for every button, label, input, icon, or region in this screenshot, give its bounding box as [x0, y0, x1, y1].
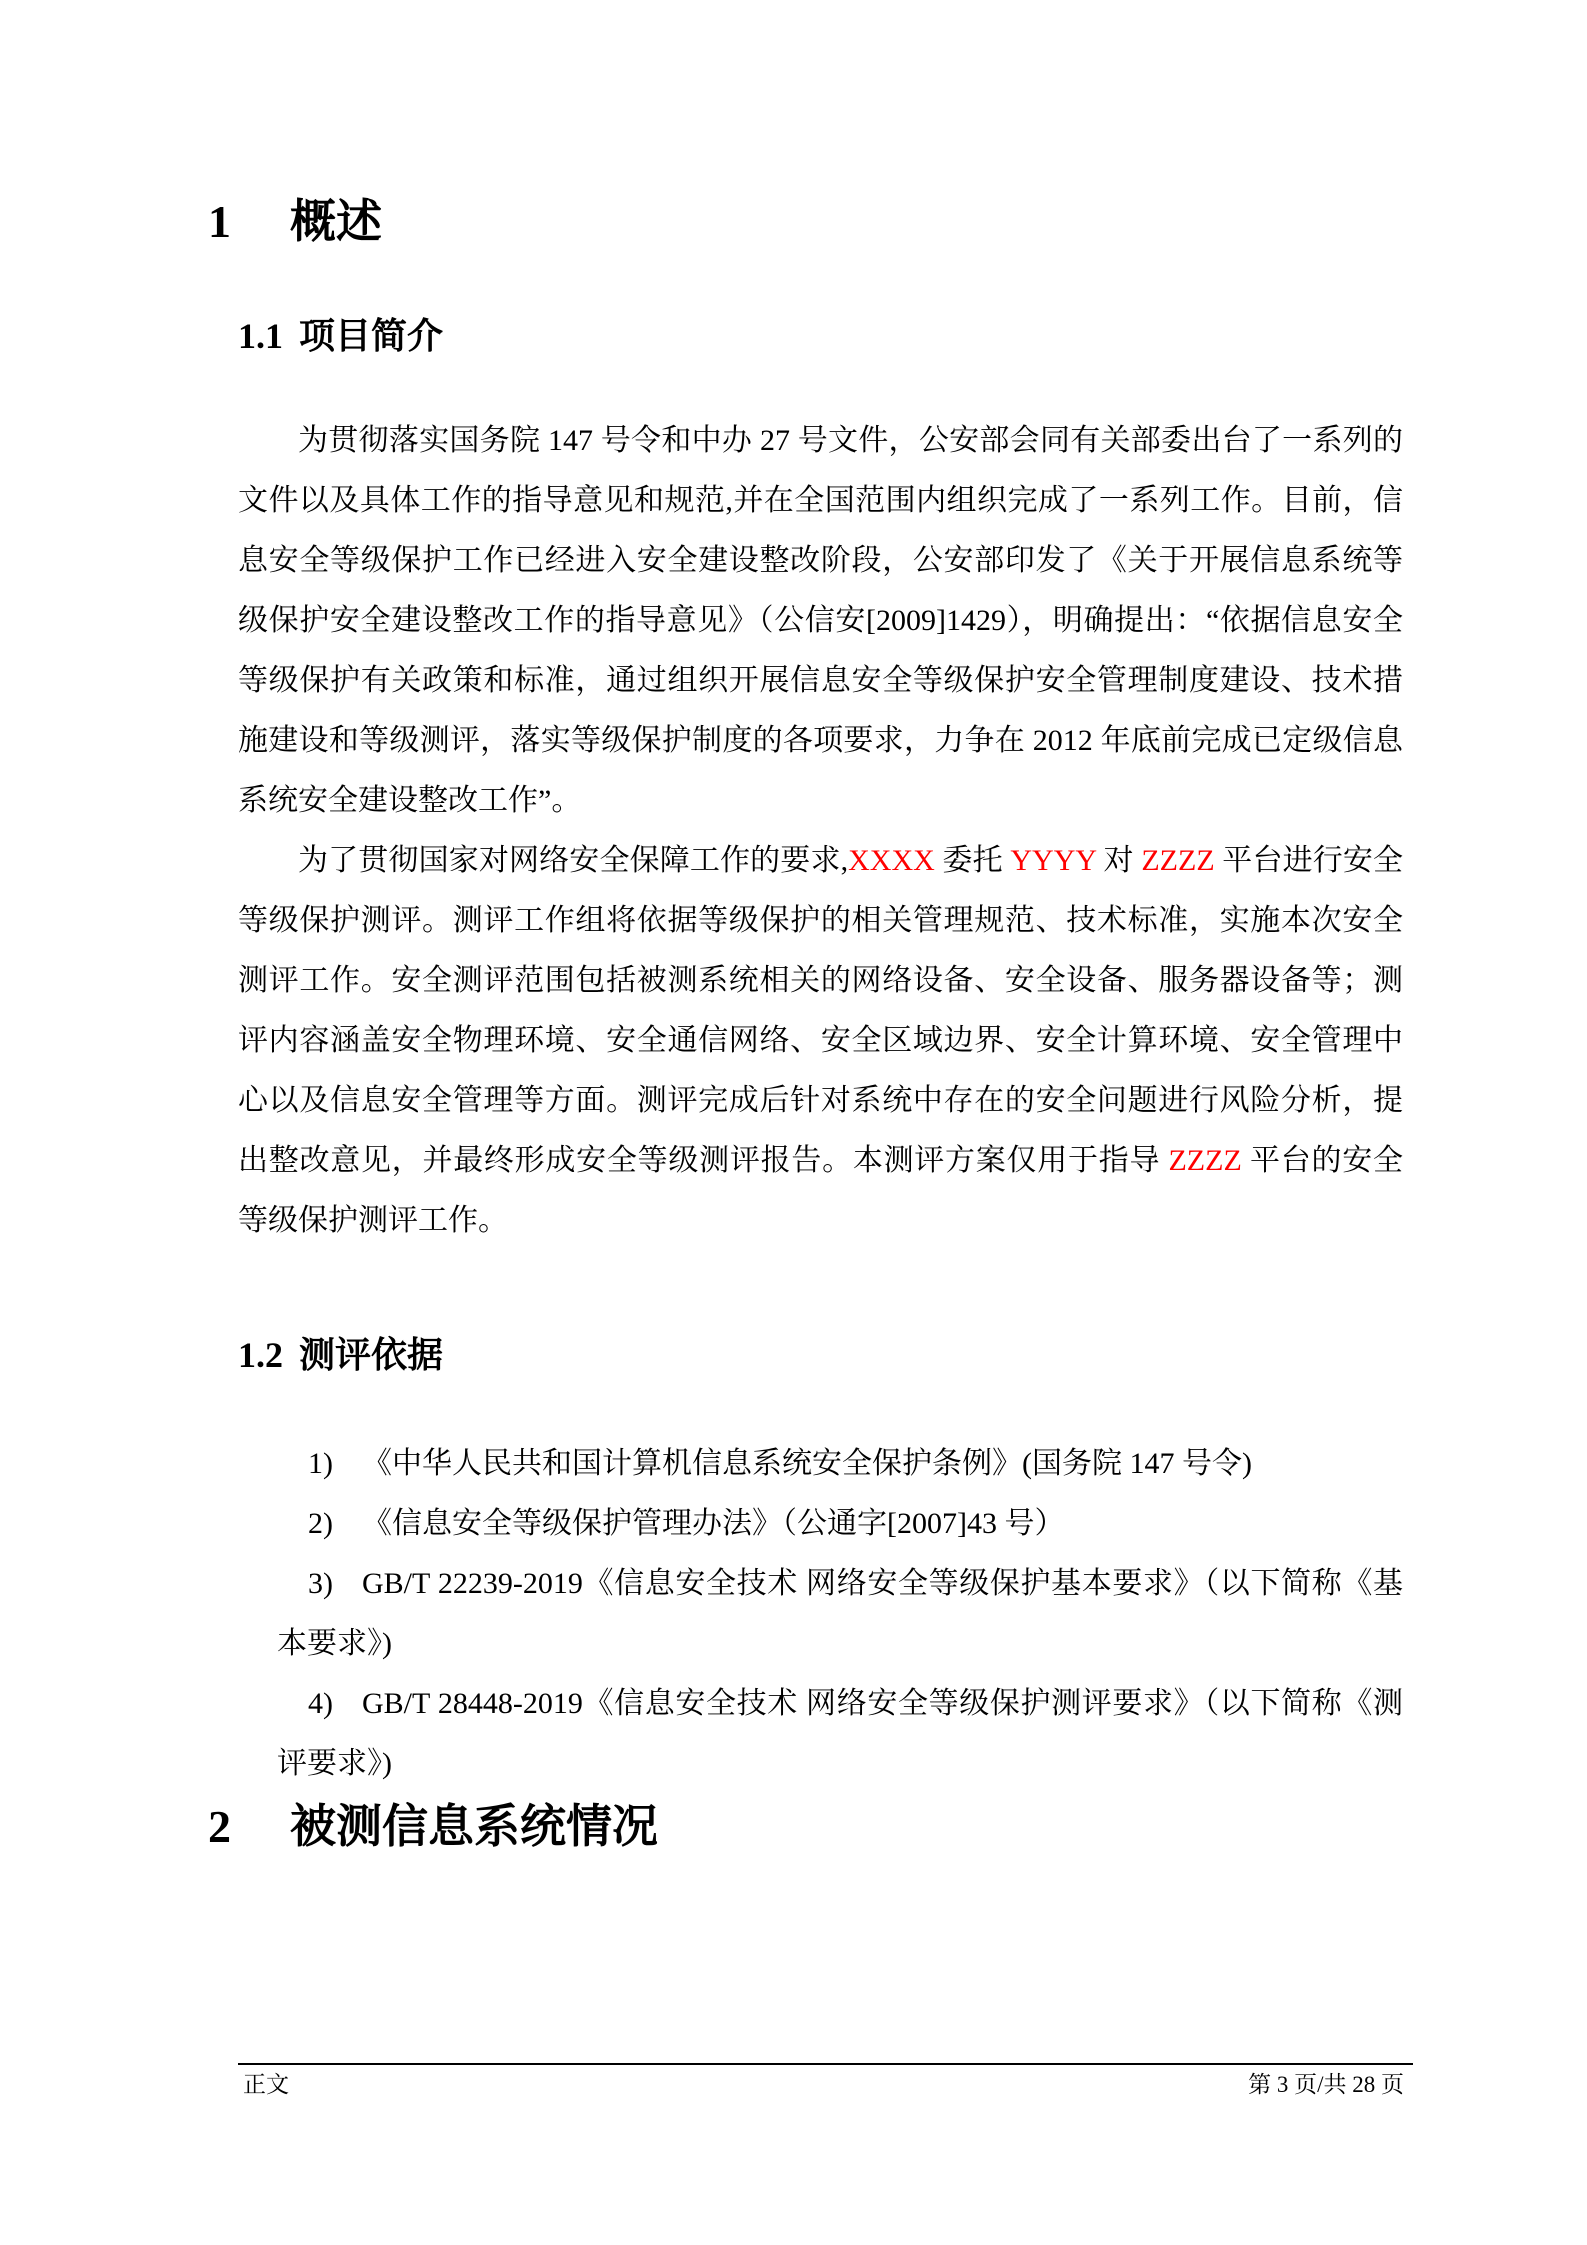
list-item-text [362, 1507, 1064, 1540]
list-item-text [277, 1687, 1403, 1780]
text-run: 为贯彻落实国务院 147 号令和中办 27 号文件，公安部会同有关部委出台了一系列的文件以及具体工作的指导意见和规范,并在全国范围内组织完成了一系列工作。目前，信息安全等级保护工作已经进入安全建设整改阶段，公安部印发了《关于开展信息系统等级保护安全建设整改工作的指导意见》（公信安[2009]1429），明确提出：“依据信息安全等级保护有关政策和标准，通过组织开展信息安全等级保护安全管理制度建设、技术措施建设和等级测评，落实等级保护制度的各项要求，力争在 2012 年底前完成已定级信息系统安全建设整改工作”。 [238, 424, 1403, 817]
text-run: GB/T 28448-2019《信息安全技术 网络安全等级保护测评要求》（以下简称《测评要求》) [277, 1687, 1403, 1780]
footer-page-number: 第 3 页/共 28 页 [1248, 2072, 1404, 2097]
list-item-marker: 3) [308, 1567, 333, 1600]
placeholder-red-text: XXXX [848, 844, 935, 877]
heading-1-1-project-intro [238, 314, 443, 358]
list-item [277, 1494, 1403, 1554]
list-item [277, 1554, 1403, 1674]
heading-1-2-number: 1.2 [238, 1335, 283, 1375]
text-run: 对 [1095, 844, 1142, 877]
text-run: 委托 [934, 844, 1011, 877]
list-item-marker: 4) [308, 1687, 333, 1720]
list-item [277, 1674, 1403, 1794]
text-run: 为了贯彻国家对网络安全保障工作的要求, [298, 844, 849, 877]
page-footer [238, 2070, 1413, 2100]
footer-divider [238, 2063, 1413, 2065]
heading-1-2-eval-basis [238, 1333, 443, 1377]
paragraph-intro-2 [238, 831, 1403, 1251]
list-item-text [277, 1567, 1403, 1660]
text-run: 平台的安全等级保护测评工作。 [238, 1144, 1404, 1237]
heading-1-1-text: 项目简介 [299, 316, 444, 356]
footer-section-label: 正文 [243, 2072, 289, 2097]
section-project-intro-body [238, 411, 1403, 1251]
heading-1-text: 概述 [290, 196, 382, 247]
list-item-marker: 2) [308, 1507, 333, 1540]
text-run: GB/T 22239-2019《信息安全技术 网络安全等级保护基本要求》（以下简称《基本要求》) [277, 1567, 1403, 1660]
placeholder-red-text: ZZZZ [1141, 844, 1215, 877]
heading-2-tested-system [208, 1801, 658, 1853]
placeholder-red-text: ZZZZ [1168, 1144, 1242, 1177]
text-run: 《信息安全等级保护管理办法》（公通字[2007]43 号） [362, 1507, 1065, 1540]
heading-2-number: 2 [208, 1801, 231, 1852]
text-run: 《中华人民共和国计算机信息系统安全保护条例》(国务院 147 号令) [362, 1447, 1252, 1480]
heading-1-1-number: 1.1 [238, 316, 283, 356]
list-item-marker: 1) [308, 1447, 333, 1480]
reference-list [277, 1434, 1403, 1794]
heading-1-overview [208, 196, 382, 248]
list-item [277, 1434, 1403, 1494]
paragraph-intro-1 [238, 411, 1403, 831]
heading-1-2-text: 测评依据 [299, 1335, 444, 1375]
list-item-text [362, 1447, 1252, 1480]
heading-1-number: 1 [208, 196, 231, 247]
text-run: 平台进行安全等级保护测评。测评工作组将依据等级保护的相关管理规范、技术标准，实施本次安全测评工作。安全测评范围包括被测系统相关的网络设备、安全设备、服务器设备等；测评内容涵盖安全物理环境、安全通信网络、安全区域边界、安全计算环境、安全管理中心以及信息安全管理等方面。测评完成后针对系统中存在的安全问题进行风险分析，提出整改意见，并最终形成安全等级测评报告。本测评方案仅用于指导 [238, 844, 1404, 1177]
placeholder-red-text: YYYY [1010, 844, 1096, 877]
heading-2-text: 被测信息系统情况 [290, 1801, 658, 1852]
